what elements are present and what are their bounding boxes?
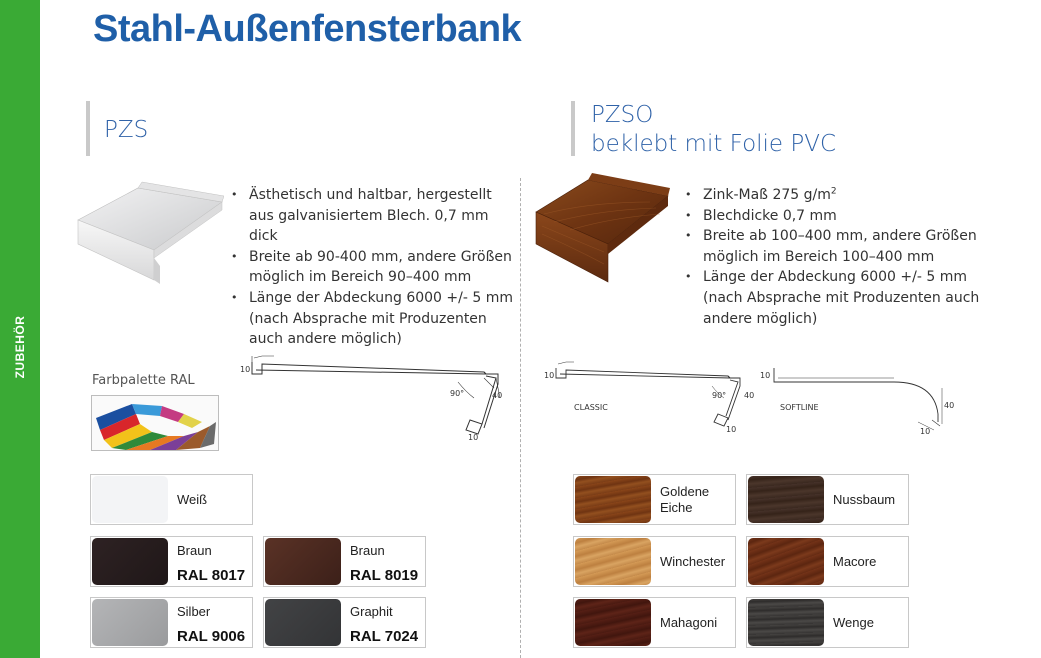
pzs-profile-drawing [238, 348, 508, 443]
classic-dim-top: 10 [544, 371, 555, 380]
pzs-product-image [74, 180, 224, 290]
classic-dim-bottom: 10 [726, 425, 737, 434]
softline-dim-bottom: 10 [920, 427, 931, 436]
column-divider [520, 178, 521, 658]
swatch-color [748, 538, 824, 585]
pzso-title-line1: PZSO [591, 102, 654, 128]
softline-dim-side: 40 [944, 401, 955, 410]
pzso-softline-profile [758, 364, 958, 439]
swatch-macore [746, 536, 909, 587]
swatch-color [92, 599, 168, 646]
pzs-dim-angle: 90° [450, 389, 465, 398]
pzs-dim-bottom: 10 [468, 433, 479, 442]
swatch-ral-8017 [90, 536, 253, 587]
swatch-color [92, 538, 168, 585]
pzso-zinc-superscript: 2 [830, 186, 837, 197]
swatch-name: Macore [833, 554, 877, 569]
pzso-product-image [530, 172, 672, 292]
pzs-dim-side: 40 [492, 391, 503, 400]
pzso-feature: • Länge der Abdeckung 6000 +/- 5 mm (nach Absprache mit Produzenten auch andere möglich) [681, 267, 1001, 329]
classic-label: CLASSIC [574, 403, 608, 412]
pzs-feature: • Ästhetisch und haltbar, hergestellt aus galvanisiertem Blech. 0,7 mm dick [227, 185, 517, 247]
swatch-color [575, 476, 651, 523]
swatch-color [748, 599, 824, 646]
swatch-mahagoni [573, 597, 736, 648]
swatch-code: RAL 8019 [350, 567, 419, 584]
pzso-section-bar [571, 101, 575, 156]
swatch-name: Weiß [177, 492, 208, 507]
swatch-winchester [573, 536, 736, 587]
ral-palette-image [91, 395, 219, 451]
softline-label: SOFTLINE [780, 403, 819, 412]
pzso-feature: • Breite ab 100–400 mm, andere Größen möglich im Bereich 100–400 mm [681, 226, 1001, 267]
swatch-name: Wenge [833, 615, 874, 630]
pzs-section-bar [86, 101, 90, 156]
swatch-name: Nussbaum [833, 492, 896, 507]
swatch-code: RAL 7024 [350, 628, 419, 645]
swatch-weiss [90, 474, 253, 525]
swatch-color [265, 599, 341, 646]
ral-palette-caption: Farbpalette RAL [92, 373, 195, 388]
swatch-name: Mahagoni [660, 615, 718, 630]
swatch-name: Braun [350, 543, 385, 558]
pzso-classic-profile [540, 358, 765, 438]
swatch-nussbaum [746, 474, 909, 525]
swatch-name: Braun [177, 543, 212, 558]
sidebar [0, 0, 40, 658]
swatch-code: RAL 8017 [177, 567, 246, 584]
ral-fan-graphic [92, 396, 219, 451]
pzso-feature [681, 185, 1001, 206]
softline-dim-top: 10 [760, 371, 771, 380]
pzs-feature-list [227, 185, 517, 350]
classic-dim-angle: 90° [712, 391, 727, 400]
swatch-color [575, 599, 651, 646]
swatch-color [92, 476, 168, 523]
swatch-wenge [746, 597, 909, 648]
swatch-ral-7024 [263, 597, 426, 648]
swatch-name: Graphit [350, 604, 393, 619]
page-title: Stahl-Außenfensterbank [93, 8, 522, 50]
swatch-ral-9006 [90, 597, 253, 648]
swatch-color [265, 538, 341, 585]
swatch-name: Silber [177, 604, 211, 619]
pzs-feature: • Breite ab 90-400 mm, andere Größen möglich im Bereich 90–400 mm [227, 247, 517, 288]
sidebar-label: ZUBEHÖR [13, 315, 27, 379]
pzso-zinc-text: Zink-Maß 275 g/m [703, 187, 831, 203]
pzs-title: PZS [104, 117, 149, 143]
swatch-name: Goldene Eiche [660, 483, 710, 515]
pzs-dim-top: 10 [240, 365, 251, 374]
pzs-feature: • Länge der Abdeckung 6000 +/- 5 mm (nach Absprache mit Produzenten auch andere möglich) [227, 288, 517, 350]
swatch-code: RAL 9006 [177, 628, 246, 645]
pzso-title-line2: beklebt mit Folie PVC [591, 131, 837, 157]
pzso-feature-list [681, 185, 1001, 329]
swatch-ral-8019 [263, 536, 426, 587]
swatch-name: Winchester [660, 554, 726, 569]
swatch-color [748, 476, 824, 523]
classic-dim-side: 40 [744, 391, 755, 400]
swatch-color [575, 538, 651, 585]
swatch-goldene-eiche [573, 474, 736, 525]
pzso-feature: • Blechdicke 0,7 mm [681, 206, 1001, 227]
